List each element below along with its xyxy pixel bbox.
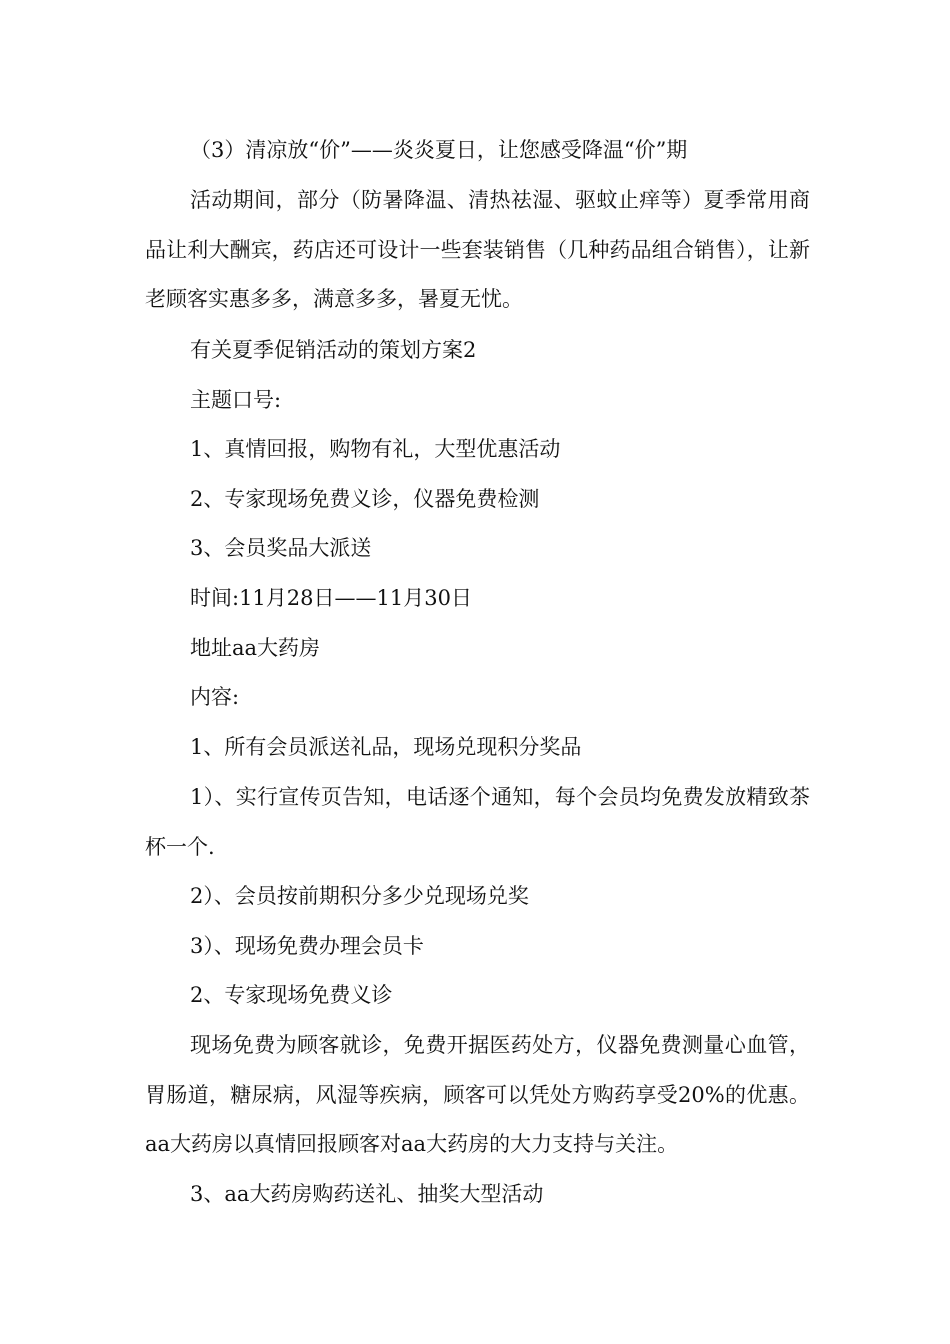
paragraph-promo-3: （3）清凉放“价”——炎炎夏日，让您感受降温“价”期 bbox=[190, 138, 688, 162]
list-item-content-1-2: 2）、会员按前期积分多少兑现场兑奖 bbox=[190, 884, 529, 908]
list-item-content-1-1: 1）、实行宣传页告知，电话逐个通知，每个会员均免费发放精致茶杯一个. bbox=[145, 785, 810, 859]
list-item-slogan-1: 1、真情回报，购物有礼，大型优惠活动 bbox=[190, 437, 561, 461]
paragraph-content-2-detail: 现场免费为顾客就诊，免费开据医药处方，仪器免费测量心血管，胃肠道，糖尿病，风湿等疾病，顾客可以凭处方购药享受20%的优惠。aa大药房以真情回报顾客对aa大药房的大力支持与关注。 bbox=[145, 1033, 810, 1156]
list-item-slogan-2: 2、专家现场免费义诊，仪器免费检测 bbox=[190, 487, 540, 511]
paragraph-address: 地址aa大药房 bbox=[190, 636, 321, 660]
section-title-plan-2: 有关夏季促销活动的策划方案2 bbox=[190, 338, 477, 362]
list-item-content-1-3: 3）、现场免费办理会员卡 bbox=[190, 934, 424, 958]
paragraph-slogan-heading: 主题口号: bbox=[190, 388, 282, 412]
list-item-content-3: 3、aa大药房购药送礼、抽奖大型活动 bbox=[190, 1182, 544, 1206]
paragraph-time: 时间:11月28日——11月30日 bbox=[190, 586, 472, 610]
list-item-content-1: 1、所有会员派送礼品，现场兑现积分奖品 bbox=[190, 735, 582, 759]
list-item-content-2: 2、专家现场免费义诊 bbox=[190, 983, 393, 1007]
list-item-slogan-3: 3、会员奖品大派送 bbox=[190, 536, 372, 560]
paragraph-promo-3-detail: 活动期间，部分（防暑降温、清热祛湿、驱蚊止痒等）夏季常用商品让利大酬宾，药店还可设计一些套装销售（几种药品组合销售），让新老顾客实惠多多，满意多多，暑夏无忧。 bbox=[145, 188, 810, 311]
paragraph-content-heading: 内容: bbox=[190, 685, 240, 709]
